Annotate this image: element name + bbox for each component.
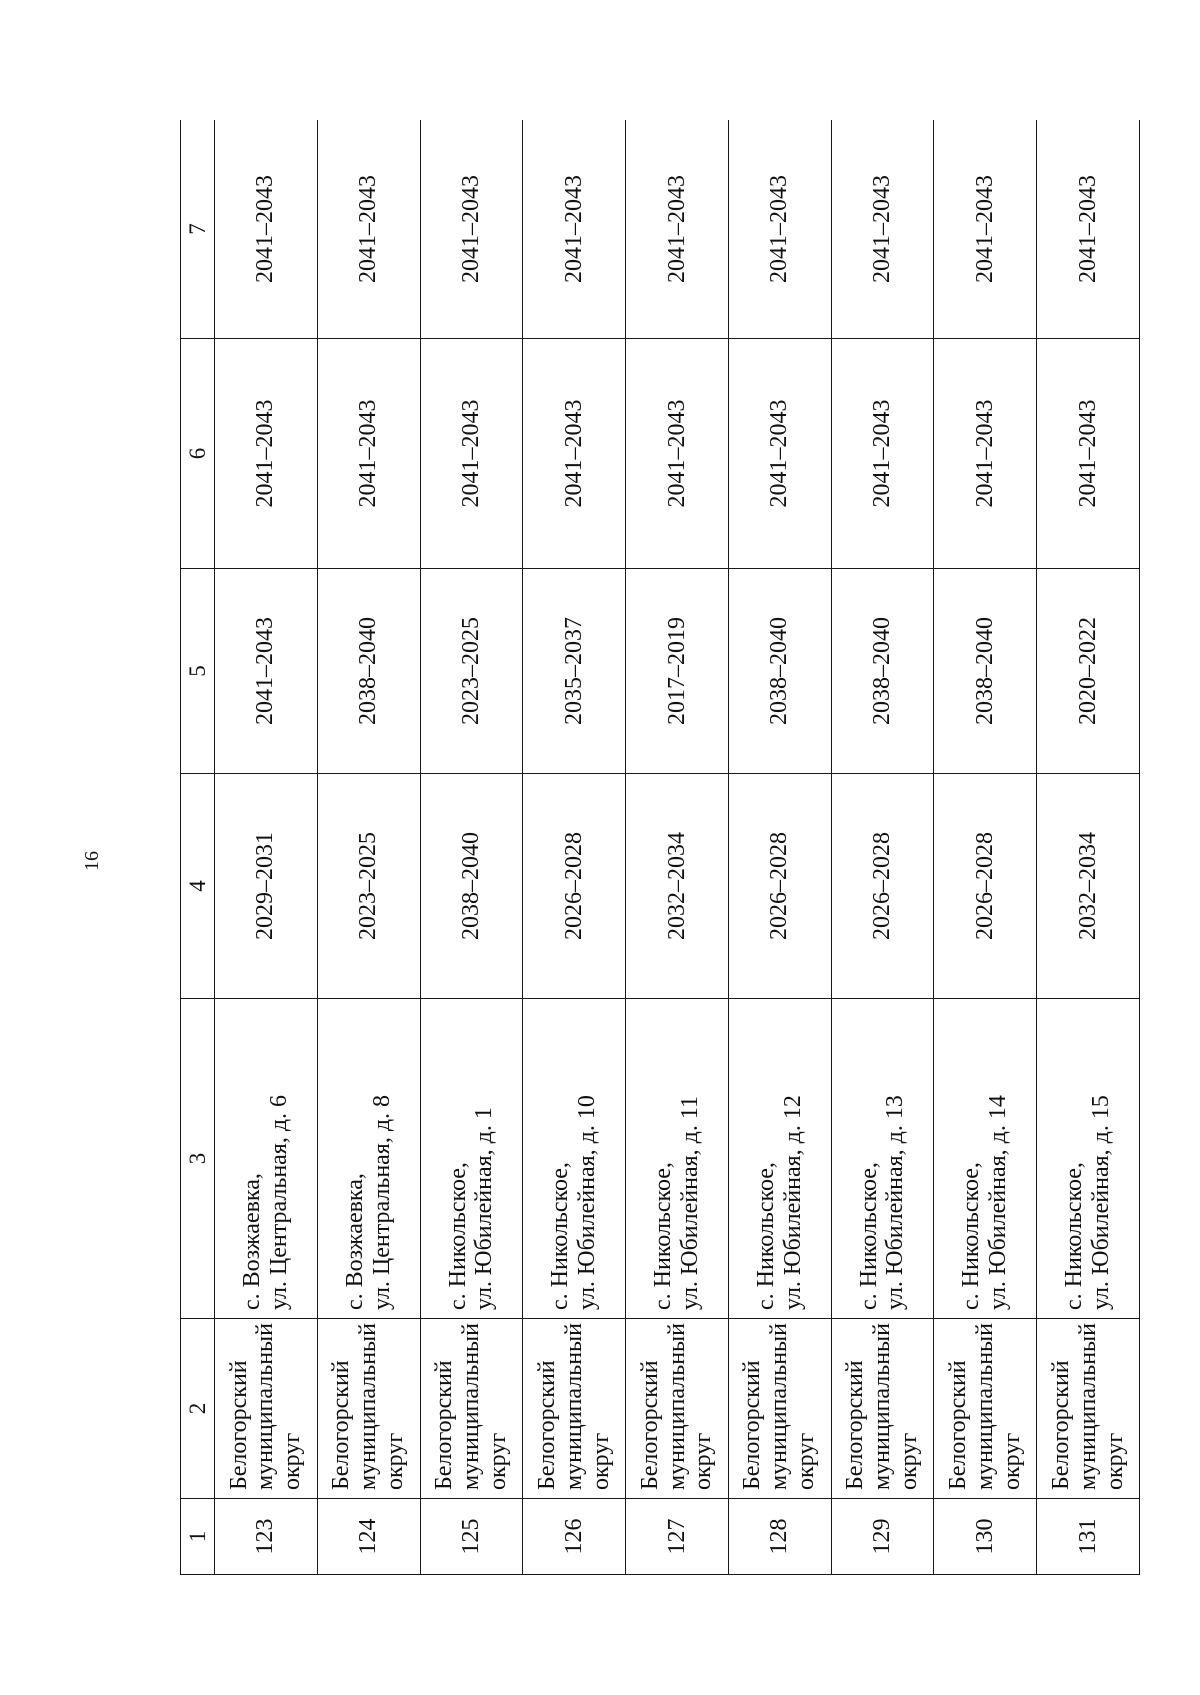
period-col7: 2041–2043 bbox=[626, 120, 729, 339]
header-row bbox=[181, 120, 215, 1575]
table-row bbox=[831, 120, 934, 1575]
column-header: 1 bbox=[181, 1499, 215, 1575]
table-row bbox=[626, 120, 729, 1575]
district-cell: Белогорский муниципальный округ bbox=[420, 1319, 523, 1499]
row-number: 128 bbox=[728, 1499, 831, 1575]
period-col7: 2041–2043 bbox=[934, 120, 1037, 339]
table-row bbox=[215, 120, 318, 1575]
period-col5: 2038–2040 bbox=[317, 569, 420, 774]
period-col5: 2023–2025 bbox=[420, 569, 523, 774]
address-settlement: с. Никольское, bbox=[752, 1162, 779, 1310]
period-col6: 2041–2043 bbox=[626, 339, 729, 569]
address-settlement: с. Никольское, bbox=[547, 1162, 574, 1310]
district-cell: Белогорский муниципальный округ bbox=[523, 1319, 626, 1499]
column-header: 5 bbox=[181, 569, 215, 774]
page-number: 16 bbox=[80, 851, 103, 871]
period-col6: 2041–2043 bbox=[728, 339, 831, 569]
period-col5: 2017–2019 bbox=[626, 569, 729, 774]
row-number: 125 bbox=[420, 1499, 523, 1575]
row-number: 131 bbox=[1037, 1499, 1140, 1575]
period-col6: 2041–2043 bbox=[215, 339, 318, 569]
address-cell bbox=[728, 999, 831, 1319]
period-col6: 2041–2043 bbox=[317, 339, 420, 569]
address-settlement: с. Никольское, bbox=[855, 1162, 882, 1310]
period-col5: 2038–2040 bbox=[831, 569, 934, 774]
table-row bbox=[420, 120, 523, 1575]
address-settlement: с. Никольское, bbox=[650, 1162, 677, 1310]
address-settlement: с. Никольское, bbox=[1061, 1162, 1088, 1310]
address-street: ул. Юбилейная, д. 10 bbox=[574, 1095, 601, 1310]
address-street: ул. Юбилейная, д. 12 bbox=[779, 1095, 806, 1310]
table-row bbox=[728, 120, 831, 1575]
data-table bbox=[180, 120, 1140, 1575]
table-frame bbox=[180, 120, 1140, 1575]
address-cell bbox=[934, 999, 1037, 1319]
district-cell: Белогорский муниципальный округ bbox=[934, 1319, 1037, 1499]
address-settlement: с. Никольское, bbox=[958, 1162, 985, 1310]
period-col7: 2041–2043 bbox=[1037, 120, 1140, 339]
period-col5: 2038–2040 bbox=[934, 569, 1037, 774]
period-col4: 2026–2028 bbox=[523, 774, 626, 999]
period-col7: 2041–2043 bbox=[728, 120, 831, 339]
district-cell: Белогорский муниципальный округ bbox=[215, 1319, 318, 1499]
address-settlement: с. Возжаевка, bbox=[239, 1173, 265, 1310]
district-cell: Белогорский муниципальный округ bbox=[626, 1319, 729, 1499]
period-col6: 2041–2043 bbox=[934, 339, 1037, 569]
period-col4: 2026–2028 bbox=[934, 774, 1037, 999]
period-col4: 2032–2034 bbox=[1037, 774, 1140, 999]
table-row bbox=[317, 120, 420, 1575]
district-cell: Белогорский муниципальный округ bbox=[728, 1319, 831, 1499]
address-street: ул. Юбилейная, д. 14 bbox=[985, 1095, 1012, 1310]
period-col4: 2026–2028 bbox=[831, 774, 934, 999]
row-number: 123 bbox=[215, 1499, 318, 1575]
address-cell bbox=[420, 999, 523, 1319]
address-cell bbox=[523, 999, 626, 1319]
period-col5: 2020–2022 bbox=[1037, 569, 1140, 774]
period-col7: 2041–2043 bbox=[523, 120, 626, 339]
address-settlement: с. Возжаевка, bbox=[341, 1173, 368, 1310]
address-street: ул. Юбилейная, д. 11 bbox=[676, 1096, 703, 1310]
column-header: 3 bbox=[181, 999, 215, 1319]
address-cell bbox=[626, 999, 729, 1319]
address-street: ул. Юбилейная, д. 1 bbox=[471, 1107, 498, 1310]
address-street: ул. Центральная, д. 6 bbox=[265, 1094, 292, 1310]
period-col4: 2029–2031 bbox=[215, 774, 318, 999]
address-cell bbox=[831, 999, 934, 1319]
period-col4: 2026–2028 bbox=[728, 774, 831, 999]
period-col7: 2041–2043 bbox=[215, 120, 318, 339]
column-header: 7 bbox=[181, 120, 215, 339]
period-col4: 2023–2025 bbox=[317, 774, 420, 999]
period-col5: 2038–2040 bbox=[728, 569, 831, 774]
period-col6: 2041–2043 bbox=[420, 339, 523, 569]
period-col5: 2041–2043 bbox=[215, 569, 318, 774]
table-row bbox=[934, 120, 1037, 1575]
address-settlement: с. Никольское, bbox=[444, 1162, 471, 1310]
column-header: 6 bbox=[181, 339, 215, 569]
address-cell bbox=[317, 999, 420, 1319]
period-col4: 2038–2040 bbox=[420, 774, 523, 999]
period-col5: 2035–2037 bbox=[523, 569, 626, 774]
row-number: 126 bbox=[523, 1499, 626, 1575]
period-col7: 2041–2043 bbox=[831, 120, 934, 339]
district-cell: Белогорский муниципальный округ bbox=[831, 1319, 934, 1499]
period-col6: 2041–2043 bbox=[523, 339, 626, 569]
column-header: 2 bbox=[181, 1319, 215, 1499]
row-number: 130 bbox=[934, 1499, 1037, 1575]
address-street: ул. Центральная, д. 8 bbox=[368, 1094, 395, 1310]
period-col4: 2032–2034 bbox=[626, 774, 729, 999]
address-cell bbox=[215, 999, 318, 1319]
address-cell bbox=[1037, 999, 1140, 1319]
row-number: 124 bbox=[317, 1499, 420, 1575]
column-header: 4 bbox=[181, 774, 215, 999]
district-cell: Белогорский муниципальный округ bbox=[1037, 1319, 1140, 1499]
period-col7: 2041–2043 bbox=[317, 120, 420, 339]
period-col6: 2041–2043 bbox=[1037, 339, 1140, 569]
table-row bbox=[1037, 120, 1140, 1575]
table-row bbox=[523, 120, 626, 1575]
address-street: ул. Юбилейная, д. 15 bbox=[1088, 1095, 1115, 1310]
address-street: ул. Юбилейная, д. 13 bbox=[882, 1095, 909, 1310]
district-cell: Белогорский муниципальный округ bbox=[317, 1319, 420, 1499]
row-number: 129 bbox=[831, 1499, 934, 1575]
period-col7: 2041–2043 bbox=[420, 120, 523, 339]
period-col6: 2041–2043 bbox=[831, 339, 934, 569]
row-number: 127 bbox=[626, 1499, 729, 1575]
